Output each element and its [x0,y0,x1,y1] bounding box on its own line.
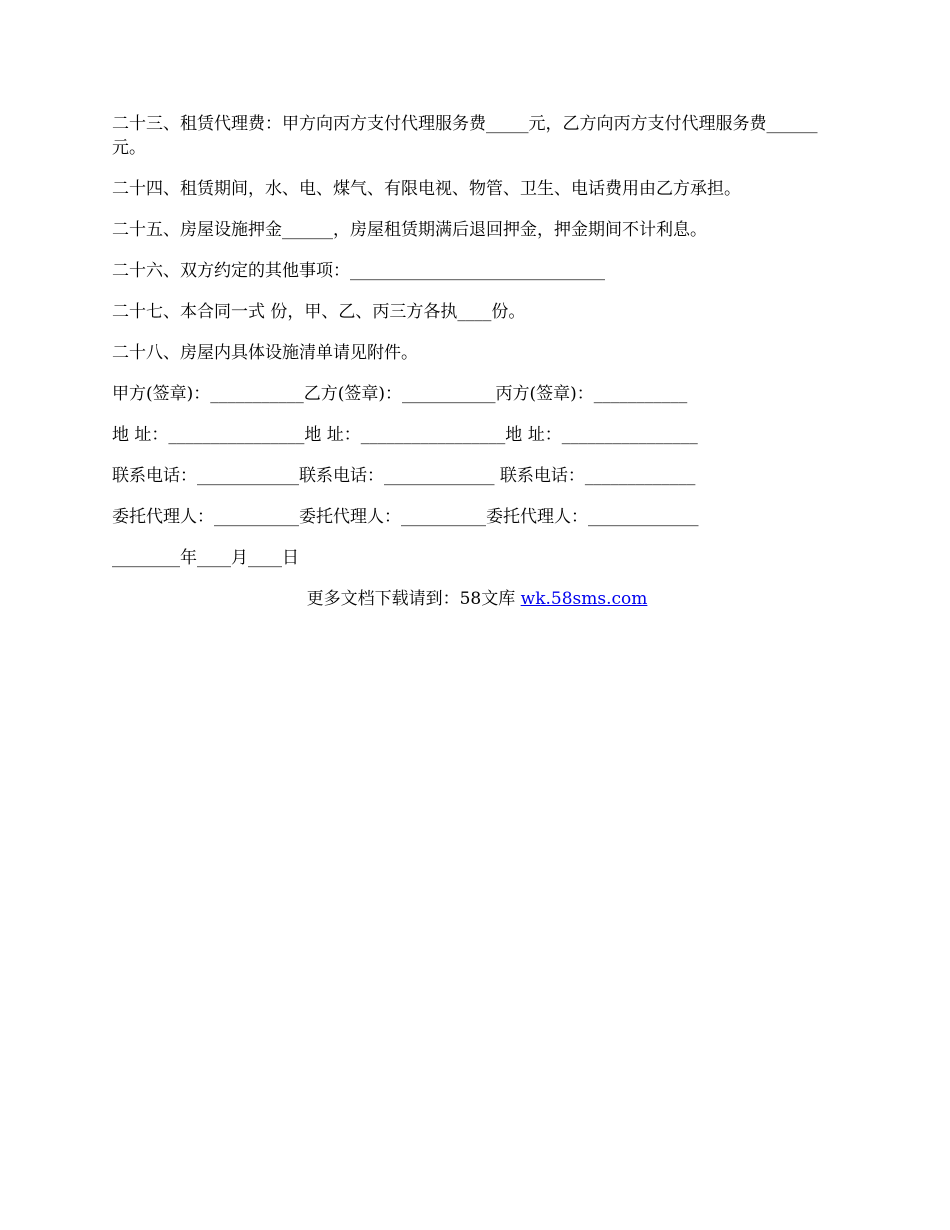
document-body [112,112,842,611]
date-line: ________年____月____日 [112,548,299,568]
clause-26-other-matters: 二十六、双方约定的其他事项：______________________________ [112,261,605,281]
clause-24-utilities: 二十四、租赁期间，水、电、煤气、有限电视、物管、卫生、电话费用由乙方承担。 [112,179,741,199]
phone-line: 联系电话：____________联系电话：_____________ 联系电话：_____________ [112,466,696,486]
clause-25-deposit: 二十五、房屋设施押金______，房屋租赁期满后退回押金，押金期间不计利息。 [112,220,707,240]
signature-line: 甲方(签章)：___________乙方(签章)：___________丙方(签章)：___________ [112,384,688,404]
footer-prefix: 更多文档下载请到：58文库 [306,589,521,609]
download-footer [112,587,842,611]
clause-23-agency-fee: 二十三、租赁代理费：甲方向丙方支付代理服务费_____元，乙方向丙方支付代理服务费______元。 [112,114,818,158]
clause-27-copies: 二十七、本合同一式 份，甲、乙、丙三方各执____份。 [112,302,526,322]
footer-link[interactable]: wk.58sms.com [520,589,648,609]
clause-28-facility-list: 二十八、房屋内具体设施清单请见附件。 [112,343,418,363]
agent-line: 委托代理人：__________委托代理人：__________委托代理人：_____________ [112,507,699,527]
address-line: 地 址：________________地 址：_________________地 址：________________ [112,425,698,445]
